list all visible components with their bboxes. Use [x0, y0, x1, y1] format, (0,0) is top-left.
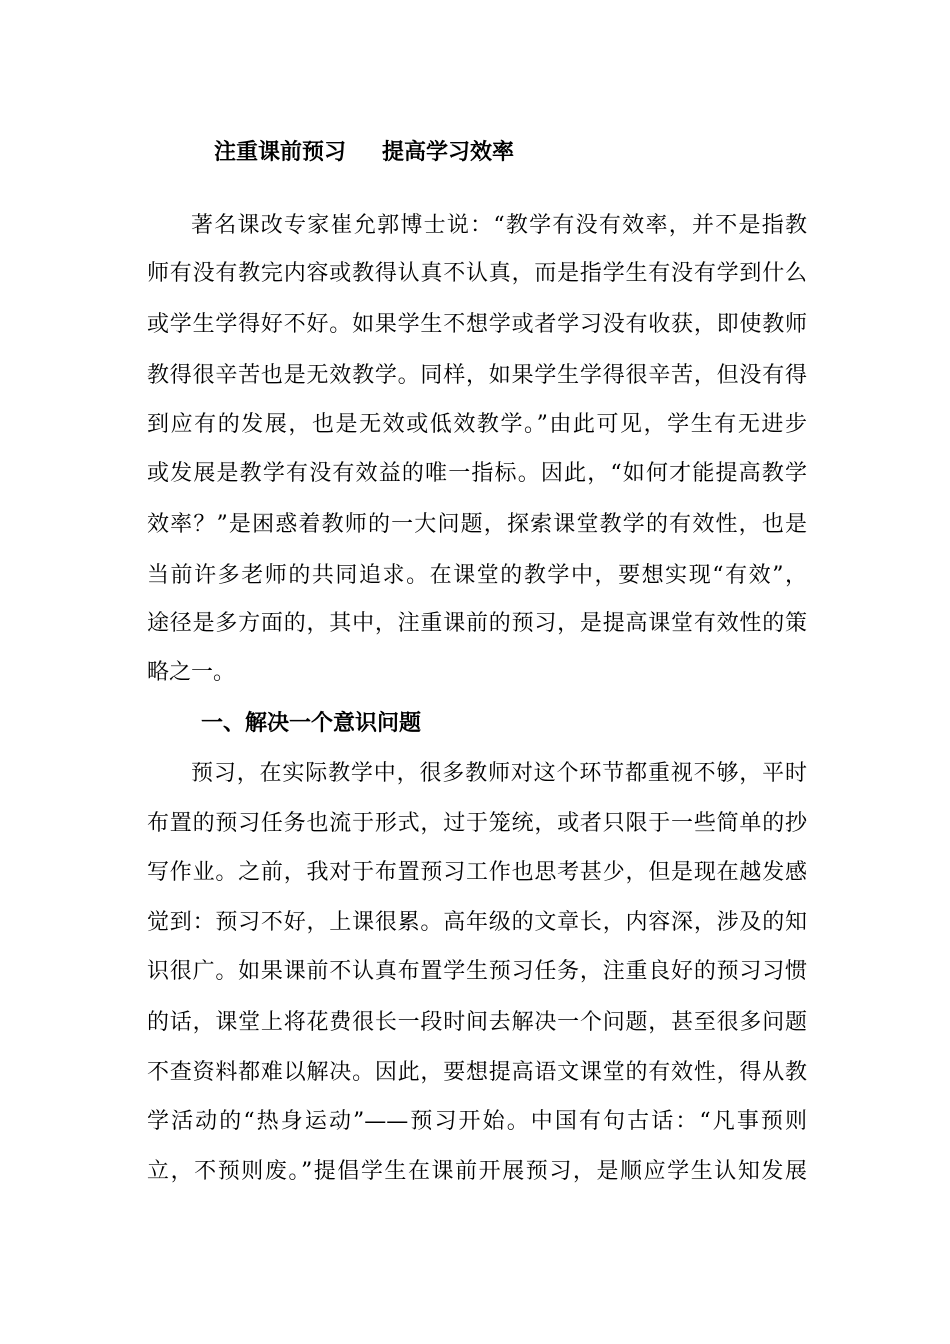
paragraph1-line: 或发展是教学有没有效益的唯一指标。因此，“如何才能提高教学	[147, 461, 807, 486]
paragraph2-line: 立，不预则废。”提倡学生在课前开展预习，是顺应学生认知发展	[147, 1159, 807, 1184]
paragraph1-line: 教得很辛苦也是无效教学。同样，如果学生学得很辛苦，但没有得	[147, 363, 807, 388]
section-heading: 一、解决一个意识问题	[201, 711, 422, 736]
paragraph1-line: 途径是多方面的，其中，注重课前的预习，是提高课堂有效性的策	[147, 611, 807, 636]
paragraph1-line: 当前许多老师的共同追求。在课堂的教学中，要想实现“有效”，	[147, 563, 807, 588]
paragraph2-line: 觉到：预习不好，上课很累。高年级的文章长，内容深，涉及的知	[147, 910, 807, 935]
paragraph2-line: 识很广。如果课前不认真布置学生预习任务，注重良好的预习习惯	[147, 959, 807, 984]
paragraph2-line: 预习，在实际教学中，很多教师对这个环节都重视不够，平时	[191, 761, 807, 786]
paragraph2-line: 写作业。之前，我对于布置预习工作也思考甚少，但是现在越发感	[147, 860, 807, 885]
paragraph2-line: 不查资料都难以解决。因此，要想提高语文课堂的有效性，得从教	[147, 1060, 807, 1085]
paragraph1-line: 略之一。	[147, 660, 236, 685]
paragraph1-line: 效率？”是困惑着教师的一大问题，探索课堂教学的有效性，也是	[147, 512, 807, 537]
paragraph2-line: 学活动的“热身运动”——预习开始。中国有句古话：“凡事预则	[147, 1109, 807, 1134]
paragraph1-line: 或学生学得好不好。如果学生不想学或者学习没有收获，即使教师	[147, 312, 807, 337]
paragraph1-line: 师有没有教完内容或教得认真不认真，而是指学生有没有学到什么	[147, 261, 807, 286]
paragraph2-line: 布置的预习任务也流于形式，过于笼统，或者只限于一些简单的抄	[147, 811, 807, 836]
title-part-1: 注重课前预习	[214, 140, 347, 165]
paragraph1-line: 到应有的发展，也是无效或低效教学。”由此可见，学生有无进步	[147, 412, 807, 437]
paragraph2-line: 的话，课堂上将花费很长一段时间去解决一个问题，甚至很多问题	[147, 1010, 807, 1035]
title-part-2: 提高学习效率	[382, 140, 515, 165]
paragraph1-line: 著名课改专家崔允郭博士说：“教学有没有效率，并不是指教	[191, 213, 807, 238]
document-title	[214, 138, 514, 168]
